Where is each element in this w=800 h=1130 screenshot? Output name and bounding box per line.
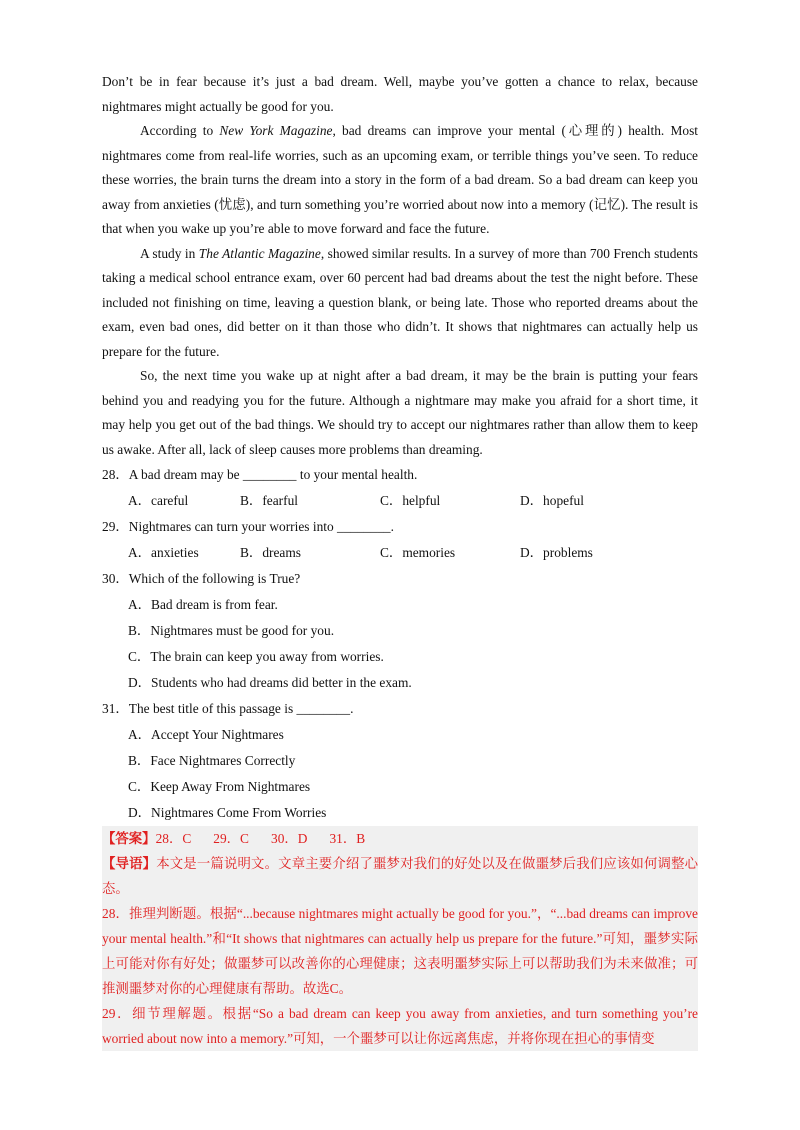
option-c: C．The brain can keep you away from worries. <box>128 649 384 664</box>
explanation-29: 29．细节理解题。根据“So a bad dream can keep you away from anxieties, and turn something you’re worried about now into a memory.”可知，一个噩梦可以让你远离焦虑，并将你现在担心的事情变 <box>102 1006 698 1046</box>
passage-paragraph-2 <box>102 119 698 242</box>
document-page <box>102 70 698 1051</box>
question-29-stem: 29．Nightmares can turn your worries into ________. <box>102 519 394 534</box>
question-28-stem: 28．A bad dream may be ________ to your mental health. <box>102 467 418 482</box>
p3-lead: A study in <box>140 245 199 261</box>
passage-paragraph-1: Don’t be in fear because it’s just a bad dream. Well, maybe you’ve gotten a chance to relax, because nightmares might actually be good for you. <box>102 74 698 114</box>
option-d: D．Students who had dreams did better in the exam. <box>128 675 412 690</box>
answer-31: 31．B <box>329 831 366 846</box>
option-d: D．hopeful <box>520 493 584 508</box>
guide-paragraph <box>102 851 698 901</box>
option-c: C．memories <box>380 545 456 560</box>
answer-28: 28．C <box>155 831 192 846</box>
answer-block <box>102 826 698 1051</box>
answer-label: 【答案】 <box>102 831 156 846</box>
explanation-28: 28．推理判断题。根据“...because nightmares might actually be good for you.”，“...bad dreams can improve your mental health.”和“It shows that nightmares can actually help us prepare for the future.”可知，噩梦实际上可能对你有好处；做噩梦可以改善你的心理健康；这表明噩梦实际上可以帮助我们为未来做准；可推测噩梦对你的心理健康有帮助。故选C。 <box>102 906 698 996</box>
option-b: B．Nightmares must be good for you. <box>128 623 335 638</box>
answer-30: 30．D <box>271 831 308 846</box>
passage-paragraph-3 <box>102 242 698 365</box>
question-29-options <box>102 540 698 566</box>
source-new-york-magazine: New York Magazine <box>219 123 333 138</box>
answer-29: 29．C <box>213 831 249 846</box>
option-b: B．fearful <box>240 493 299 508</box>
p3-body: , showed similar results. In a survey of more than 700 French students taking a medical school entrance exam, over 60 percent had bad dreams about the test the night before. These included not finishing on time, leaving a question blank, or being late. Those who reported dreams about the exam, even bad ones, did better on it than those who didn’t. It shows that nightmares can actually help us prepare for the future. <box>102 245 698 359</box>
guide-label: 【导语】 <box>102 856 157 871</box>
option-a: A．anxieties <box>128 545 199 560</box>
option-b: B．Face Nightmares Correctly <box>128 753 296 768</box>
guide-text: 本文是一篇说明文。文章主要介绍了噩梦对我们的好处以及在做噩梦后我们应该如何调整心态。 <box>102 856 699 896</box>
option-c: C．Keep Away From Nightmares <box>128 779 311 794</box>
answer-key-line <box>102 826 698 851</box>
option-d: D．Nightmares Come From Worries <box>128 805 327 820</box>
option-d: D．problems <box>520 545 593 560</box>
p2-lead: According to <box>140 123 220 138</box>
p2-body: , bad dreams can improve your mental (心理的) health. Most nightmares come from real-life worries, such as an upcoming exam, or terrible things you’ve seen. To reduce these worries, the brain turns the dream into a story in the form of a bad dream. So a bad dream can keep you away from anxieties (忧虑), and turn something you’re worried about now into a memory (记忆). The result is that when you wake up you’re able to move forward and face the future. <box>102 123 698 236</box>
option-c: C．helpful <box>380 493 441 508</box>
option-a: A．Accept Your Nightmares <box>128 727 284 742</box>
option-a: A．Bad dream is from fear. <box>128 597 278 612</box>
question-30-stem: 30．Which of the following is True? <box>102 571 301 586</box>
source-atlantic-magazine: The Atlantic Magazine <box>198 245 321 261</box>
question-28-options <box>102 488 698 514</box>
option-a: A．careful <box>128 493 189 508</box>
question-31-stem: 31．The best title of this passage is ________. <box>102 701 354 716</box>
passage-paragraph-4: So, the next time you wake up at night after a bad dream, it may be the brain is putting your fears behind you and readying you for the future. Although a nightmare may make you afraid for a short time, it may help you get out of the bad things. We should try to accept our nightmares rather than allow them to keep us awake. After all, lack of sleep causes more problems than dreaming. <box>102 368 698 457</box>
option-b: B．dreams <box>240 545 301 560</box>
